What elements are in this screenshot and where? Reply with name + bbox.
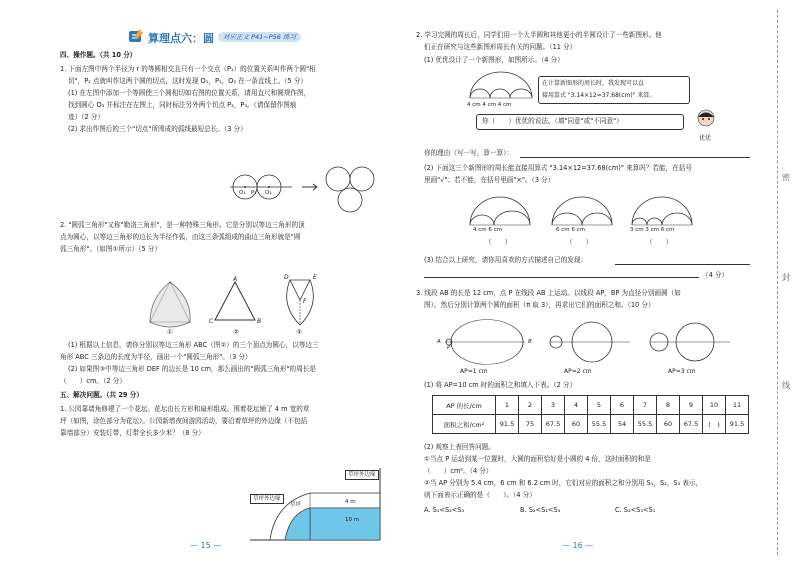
r-q3-line2: 图）。然后分别计算两个圆的面积（π 取 3），再求出它们的面积之和。（10 分） [424,301,655,309]
hint-badge: 对应正文 P41~P56 练习 [218,32,301,42]
caption-ap1: AP=1 cm [460,368,488,375]
point-a-1: A [437,339,441,345]
youyou-avatar [695,108,717,130]
q1-sub1a: (1) 在左图中添加一个等圆使三个圆相切如右图的位置关系，请用直尺和圆规作图， [68,89,311,97]
fig2-label: ② [233,328,239,336]
table-cell-blank[interactable]: ( ) [703,415,726,434]
r-q3-s2a: ②当 AP 分别为 5.4 cm，6 cm 和 6.2 cm 时，它们对应的面积之和分别用 S₁，S₂，S₃ 表示， [424,479,703,487]
seal-char-1: 密 [782,173,790,182]
three-semicircle-figures [470,193,740,229]
q1-line1: 1. 下面左图中两个半径为 r 的等圆相交且只有一个交点（P₁）的位置关系叫作两个圆"相 [60,65,316,73]
figC-answer[interactable]: （ ） [646,238,673,246]
youyou-semicircle-figure [468,70,534,100]
table-row-area [433,415,749,434]
table-head-area: 面积之和/cm² [433,415,496,434]
r-q3-s1a: ①当点 P 运动到某一位置时，大圆的面积恰好是小圆的 4 倍，这时面积的和是 [424,455,651,463]
vertex-b: B [257,318,262,325]
table-cell: 8 [657,396,680,415]
seal-char-3: 线 [782,381,790,390]
vertex-a: A [233,276,238,283]
youyou-name: 优优 [699,135,712,142]
width-10m: 10 m [345,517,360,523]
reason-prompt: 你的理由（写一写，算一算）： [424,149,514,157]
r-q2-sub2a: (2) 下面这三个新图形的周长能直接用算式 "3.14×12=37.68(cm)" 来算吗？若能，在括号 [424,164,692,172]
table-cell: 60 [565,415,588,434]
ap-area-table [432,395,749,434]
table-cell: 2 [519,396,542,415]
vertex-c: C [209,318,214,325]
bubble-line2: 接用算式 "3.14×12=37.68(cm)" 来算。 [542,92,656,99]
agree-prompt[interactable]: 你（ ）优优的说法。（填"同意"或"不同意"） [482,117,623,125]
r-q3-sub2: (2) 观察上表回答问题。 [424,443,495,451]
q3-line3: 靠墙部分）安装灯带，灯带全长多少米？（8 分） [60,429,205,437]
point-b-1: B [528,339,532,345]
table-cell: 67.5 [542,415,565,434]
q2-sub2a: (2) 如果图③中等边三角形 DEF 的边长是 10 cm，那么画出的"圆弧三角形"的周长是 [68,365,316,373]
q3-line2: 坪（如图，涂色部分为花坛）。公园新增夜间游园活动，要沿着草坪的外边缘（不包括 [60,417,308,425]
pencil-book-icon [128,28,144,44]
q2-sub1b: 角形 ABC 三条边的长度为半径，画出一个"圆弧三角形"。（3 分） [60,353,252,361]
label-p1: P₁ [251,190,257,196]
table-row-ap [433,396,749,415]
q1-sub1c: 迹）（2 分） [68,113,104,121]
label-o1: O₁ [239,190,246,196]
r-q2-line2: 们正在研究与这些新图形周长有关的问题。（11 分） [424,43,577,51]
table-cell: 6 [611,396,634,415]
lawn-label: 草坪 [290,502,302,508]
q2-sub1a: (1) 根据以上信息，请你分别以等边三角形 ABC（图②）的三个顶点为圆心，以等边三 [68,341,319,349]
point-p-1: P [447,345,451,351]
page-number-left: — 15 — [190,541,222,550]
caption-ap3: AP=3 cm [668,368,696,375]
table-cell: 9 [680,396,703,415]
section-4-title: 四、操作题。（共 10 分） [60,51,137,59]
table-cell: 60 [657,415,680,434]
discovery-line-2[interactable] [424,277,699,278]
section-5-title: 五、解决问题。（共 29 分） [60,391,143,399]
vertex-e: E [313,274,317,281]
r-q2-line1: 2. 学习完圆的周长后，同学们用一个大半圆和其他更小的半圆设计了一些新图形。他 [416,31,662,39]
q1-sub1b: 找到圆心 O₃ 并标注在左图上，同时标注另外两个切点 P₂，P₃。（请保留作图痕 [68,101,297,109]
reason-line[interactable] [520,157,750,158]
table-cell: 91.5 [496,415,519,434]
width-4m: 4 m [345,499,356,505]
vertex-f: F [303,298,307,305]
fig1-label: ① [167,328,173,336]
seal-char-2: 封 [782,273,790,282]
figB-dims: 6 cm 6 cm [556,227,586,233]
option-a[interactable]: A. S₁<S₂<S₃ [424,506,465,514]
table-cell: 75 [519,415,542,434]
table-cell: 55.5 [634,415,657,434]
table-cell: 7 [634,396,657,415]
table-cell: 3 [542,396,565,415]
r-q3-s1b[interactable]: （ ）cm²。（4 分） [424,467,493,475]
table-cell: 1 [496,396,519,415]
page-number-right: — 16 — [562,541,594,550]
table-cell: 11 [726,396,749,415]
figA-dims: 4 cm 6 cm [473,227,503,233]
table-cell: 54 [611,415,634,434]
reuleaux-figures [140,270,340,330]
caption-ap2: AP=2 cm [564,368,592,375]
q2-line2: 点为圆心，以等边三角形的边长为半径作弧，由这三条弧组成的曲边三角形就是"圆 [60,233,301,241]
binding-line [777,10,779,555]
table-cell: 55.5 [588,415,611,434]
q1-line2: 切"，P₁ 点就叫作这两个圆的切点，这时发现 O₁，P₁，O₂ 在一条直线上。（5 分） [68,77,308,85]
table-cell: 10 [703,396,726,415]
r-q3-sub1: (1) 将 AP=10 cm 时的面积之和填入下表。（2 分） [424,381,577,389]
table-cell: 91.5 [726,415,749,434]
ap-circles-figures [445,318,745,368]
r-q2-sub1: (1) 优优设计了一个新图形，如图所示。（4 分） [424,56,564,64]
option-c[interactable]: C. S₂<S₃<S₁ [615,506,656,514]
r-q3-line1: 3. 线段 AB 的长是 12 cm，点 P 在线段 AB 上运动。以线段 AP，BP 为直径分别画圆（如 [416,289,681,297]
q2-line3: 弧三角形"。（如图①所示）（5 分） [60,245,161,253]
figB-answer[interactable]: （ ） [566,238,593,246]
r-q3-s2b[interactable]: 则下面表示正确的是（ ）。（4 分） [424,491,536,499]
table-cell: 5 [588,396,611,415]
left-page [0,0,398,566]
q3-line1: 1. 公园靠墙角修建了一个花坛。花坛由长方形和扇形组成。围着花坛铺了 4 m 宽的草 [60,405,310,413]
q1-sub2: (2) 求出作图后的三个"切点"所围成的弧线最短总长。（3 分） [68,125,247,133]
page-title: 算理点六：圆 [148,32,214,45]
bubble-line1: 在计算新图形的周长时，我发现可以直 [542,80,645,87]
lawn-edge-label-2: 草坪外边缘 [250,494,284,504]
figA-answer[interactable]: （ ） [485,238,512,246]
r-q2-sub3: (3) 结合以上研究，请你用喜欢的方式描述自己的发现： [424,256,588,264]
label-o2: O₂ [265,190,272,196]
fig-dims: 4 cm 4 cm 4 cm [467,102,512,108]
score-4: （4 分） [702,271,729,279]
option-b[interactable]: B. S₂<S₁<S₃ [520,506,561,514]
fig3-label: ③ [296,328,302,336]
table-cell: 67.5 [680,415,703,434]
q2-line1: 2. "圆弧三角形"又称"勒洛三角形"，是一种特殊三角形。它是分别以等边三角形的顶 [60,221,305,229]
table-head-ap: AP 的长/cm [433,396,496,415]
q2-sub2b: （ ）cm。（2 分） [60,377,126,385]
table-cell: 4 [565,396,588,415]
vertex-d: D [284,274,289,281]
figC-dims: 3 cm 3 cm 6 cm [630,227,675,233]
lawn-edge-label-1: 草坪外边缘 [345,470,379,480]
discovery-line-1[interactable] [615,264,750,265]
r-q2-sub2b: 里画"√"；若不能，在括号里画"×"。（3 分） [424,176,555,184]
